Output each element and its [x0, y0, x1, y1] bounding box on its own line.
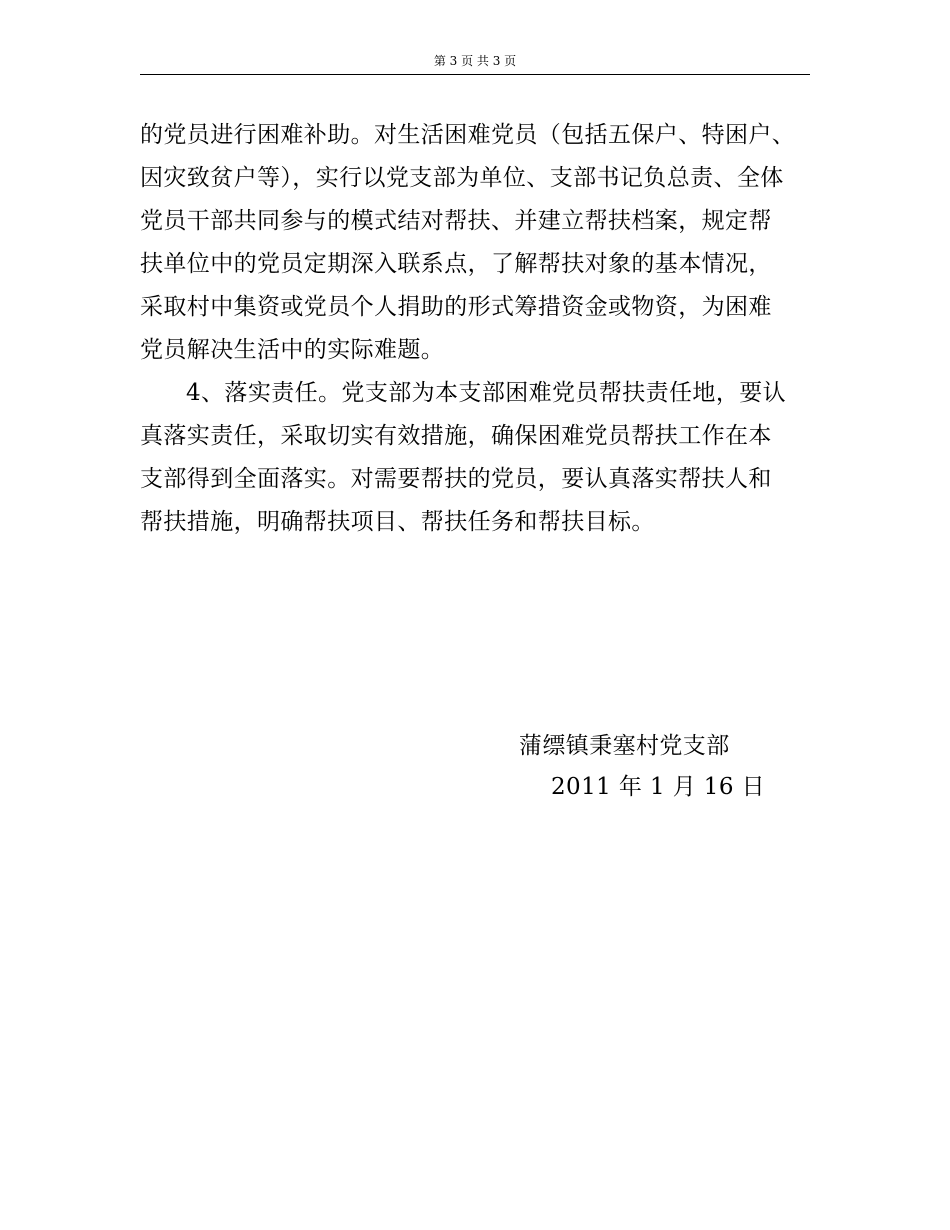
body-line: 帮扶措施，明确帮扶项目、帮扶任务和帮扶目标。 — [140, 509, 655, 535]
page-header — [140, 54, 810, 75]
page-number: 第 3 页 共 3 页 — [433, 54, 517, 68]
body-line: 真落实责任，采取切实有效措施，确保困难党员帮扶工作在本 — [140, 423, 772, 449]
body-line: 因灾致贫户等），实行以党支部为单位、支部书记负总责、全体 — [140, 165, 784, 191]
body-line: 党员解决生活中的实际难题。 — [140, 337, 445, 363]
signature-date: 2011 年 1 月 16 日 — [551, 774, 765, 800]
body-line: 党员干部共同参与的模式结对帮扶、并建立帮扶档案，规定帮 — [140, 208, 772, 234]
body-line: 扶单位中的党员定期深入联系点，了解帮扶对象的基本情况， — [140, 251, 772, 277]
document-body — [140, 114, 820, 544]
body-line: 支部得到全面落实。对需要帮扶的党员，要认真落实帮扶人和 — [140, 466, 772, 492]
body-line: 的党员进行困难补助。对生活困难党员（包括五保户、特困户、 — [140, 122, 796, 148]
section-heading-line: 4、落实责任。党支部为本支部困难党员帮扶责任地，要认 — [186, 380, 787, 406]
signature-organization: 蒲缥镇秉塞村党支部 — [519, 733, 730, 759]
body-line: 采取村中集资或党员个人捐助的形式筹措资金或物资，为困难 — [140, 294, 772, 320]
